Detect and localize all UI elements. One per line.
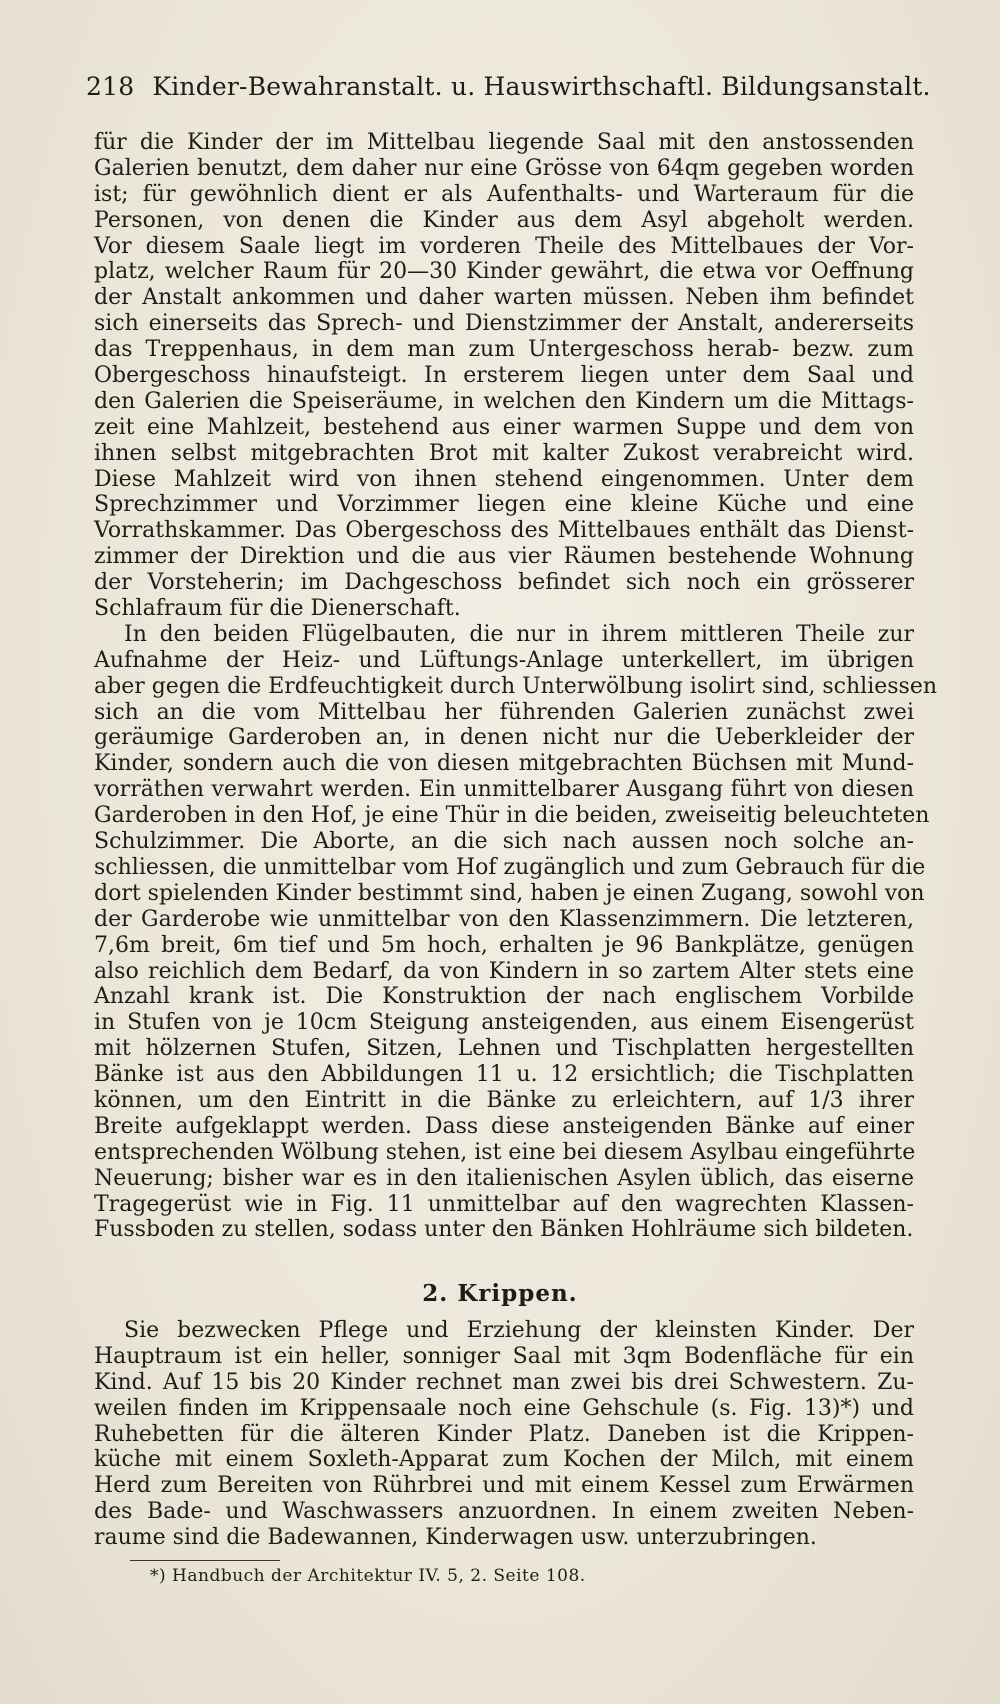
running-header: [86, 72, 931, 101]
main-text: [94, 130, 938, 1243]
text-line: ist; für gewöhnlich dient er als Aufenthalts- und Warteraum für die: [94, 181, 914, 207]
text-line: Bänke ist aus den Abbildungen 11 u. 12 ersichtlich; die Tischplatten: [94, 1062, 914, 1088]
section-text: [94, 1318, 914, 1551]
page-number: 218: [86, 72, 135, 101]
text-line: Fussboden zu stellen, sodass unter den Bänken Hohlräume sich bildeten.: [94, 1217, 914, 1243]
text-line: Breite aufgeklappt werden. Dass diese ansteigenden Bänke auf einer: [94, 1113, 914, 1139]
text-line: zeit eine Mahlzeit, bestehend aus einer warmen Suppe und dem von: [94, 414, 914, 440]
text-line: für die Kinder der im Mittelbau liegende Saal mit den anstossenden: [94, 130, 914, 155]
text-line: der Anstalt ankommen und daher warten müssen. Neben ihm befindet: [94, 285, 914, 311]
text-line: entsprechenden Wölbung stehen, ist eine bei diesem Asylbau eingeführte: [94, 1139, 916, 1165]
text-line: das Treppenhaus, in dem man zum Untergeschoss herab- bezw. zum: [94, 337, 914, 363]
text-line: der Garderobe wie unmittelbar von den Klassenzimmern. Die letzteren,: [94, 906, 914, 932]
text-line: also reichlich dem Bedarf, da von Kindern in so zartem Alter stets eine: [94, 958, 914, 984]
footnote: *) Handbuch der Architektur IV. 5, 2. Seite 108.: [150, 1566, 586, 1586]
text-line: Hauptraum ist ein heller, sonniger Saal mit 3qm Bodenfläche für ein: [94, 1343, 914, 1369]
text-line: Schlafraum für die Dienerschaft.: [94, 596, 461, 622]
text-line: Vorrathskammer. Das Obergeschoss des Mittelbaues enthält das Dienst-: [94, 518, 914, 544]
footnote-rule: [130, 1560, 280, 1561]
text-line: mit hölzernen Stufen, Sitzen, Lehnen und Tischplatten hergestellten: [94, 1036, 914, 1062]
text-line: Schulzimmer. Die Aborte, an die sich nach aussen noch solche an-: [94, 829, 914, 855]
text-line: platz, welcher Raum für 20—30 Kinder gewährt, die etwa vor Oeffnung: [94, 259, 914, 285]
text-line: Personen, von denen die Kinder aus dem Asyl abgeholt werden.: [94, 207, 914, 233]
running-title: Kinder-Bewahranstalt. u. Hauswirthschaftl. Bildungsanstalt.: [152, 72, 931, 101]
text-line: des Bade- und Waschwassers anzuordnen. In einem zweiten Neben-: [94, 1499, 914, 1525]
text-line: In den beiden Flügelbauten, die nur in ihrem mittleren Theile zur: [124, 621, 914, 647]
text-line: Aufnahme der Heiz- und Lüftungs-Anlage unterkellert, im übrigen: [94, 647, 914, 673]
text-line: Anzahl krank ist. Die Konstruktion der nach englischem Vorbilde: [94, 984, 914, 1010]
text-line: schliessen, die unmittelbar vom Hof zugänglich und zum Gebrauch für die: [94, 854, 926, 880]
text-line: den Galerien die Speiseräume, in welchen den Kindern um die Mittags-: [94, 388, 914, 414]
text-line: in Stufen von je 10cm Steigung ansteigenden, aus einem Eisengerüst: [94, 1010, 914, 1036]
text-line: Herd zum Bereiten von Rührbrei und mit einem Kessel zum Erwärmen: [94, 1473, 914, 1499]
text-line: Diese Mahlzeit wird von ihnen stehend eingenommen. Unter dem: [94, 466, 914, 492]
text-line: weilen finden im Krippensaale noch eine Gehschule (s. Fig. 13)*) und: [94, 1395, 914, 1421]
text-line: können, um den Eintritt in die Bänke zu erleichtern, auf 1/3 ihrer: [94, 1087, 914, 1113]
text-line: raume sind die Badewannen, Kinderwagen usw. unterzubringen.: [94, 1525, 817, 1551]
text-line: Galerien benutzt, dem daher nur eine Grösse von 64qm gegeben worden: [94, 155, 914, 181]
text-line: küche mit einem Soxleth-Apparat zum Kochen der Milch, mit einem: [94, 1447, 914, 1473]
text-line: Vor diesem Saale liegt im vorderen Theile des Mittelbaues der Vor-: [94, 233, 914, 259]
text-line: Kinder, sondern auch die von diesen mitgebrachten Büchsen mit Mund-: [94, 751, 914, 777]
text-line: vorräthen verwahrt werden. Ein unmittelbarer Ausgang führt von diesen: [94, 777, 914, 803]
text-line: der Vorsteherin; im Dachgeschoss befindet sich noch ein grösserer: [94, 570, 914, 596]
text-line: ihnen selbst mitgebrachten Brot mit kalter Zukost verabreicht wird.: [94, 440, 914, 466]
text-line: sich einerseits das Sprech- und Dienstzimmer der Anstalt, andererseits: [94, 311, 914, 337]
section-heading: 2. Krippen.: [422, 1280, 578, 1307]
text-line: 7,6m breit, 6m tief und 5m hoch, erhalten je 96 Bankplätze, genügen: [94, 932, 914, 958]
text-line: geräumige Garderoben an, in denen nicht nur die Ueberkleider der: [94, 725, 914, 751]
text-line: zimmer der Direktion und die aus vier Räumen bestehende Wohnung: [94, 544, 914, 570]
text-line: Ruhebetten für die älteren Kinder Platz. Daneben ist die Krippen-: [94, 1421, 914, 1447]
text-line: Tragegerüst wie in Fig. 11 unmittelbar auf den wagrechten Klassen-: [94, 1191, 914, 1217]
text-line: Garderoben in den Hof, je eine Thür in die beiden, zweiseitig beleuchteten: [94, 803, 930, 829]
text-line: Obergeschoss hinaufsteigt. In ersterem liegen unter dem Saal und: [94, 363, 914, 389]
text-line: sich an die vom Mittelbau her führenden Galerien zunächst zwei: [94, 699, 914, 725]
text-line: Kind. Auf 15 bis 20 Kinder rechnet man zwei bis drei Schwestern. Zu-: [94, 1369, 914, 1395]
text-line: dort spielenden Kinder bestimmt sind, haben je einen Zugang, sowohl von: [94, 880, 925, 906]
text-line: Sprechzimmer und Vorzimmer liegen eine kleine Küche und eine: [94, 492, 914, 518]
text-line: aber gegen die Erdfeuchtigkeit durch Unterwölbung isolirt sind, schliessen: [94, 673, 938, 699]
text-line: Sie bezwecken Pflege und Erziehung der kleinsten Kinder. Der: [124, 1318, 914, 1343]
text-line: Neuerung; bisher war es in den italienischen Asylen üblich, das eiserne: [94, 1165, 914, 1191]
